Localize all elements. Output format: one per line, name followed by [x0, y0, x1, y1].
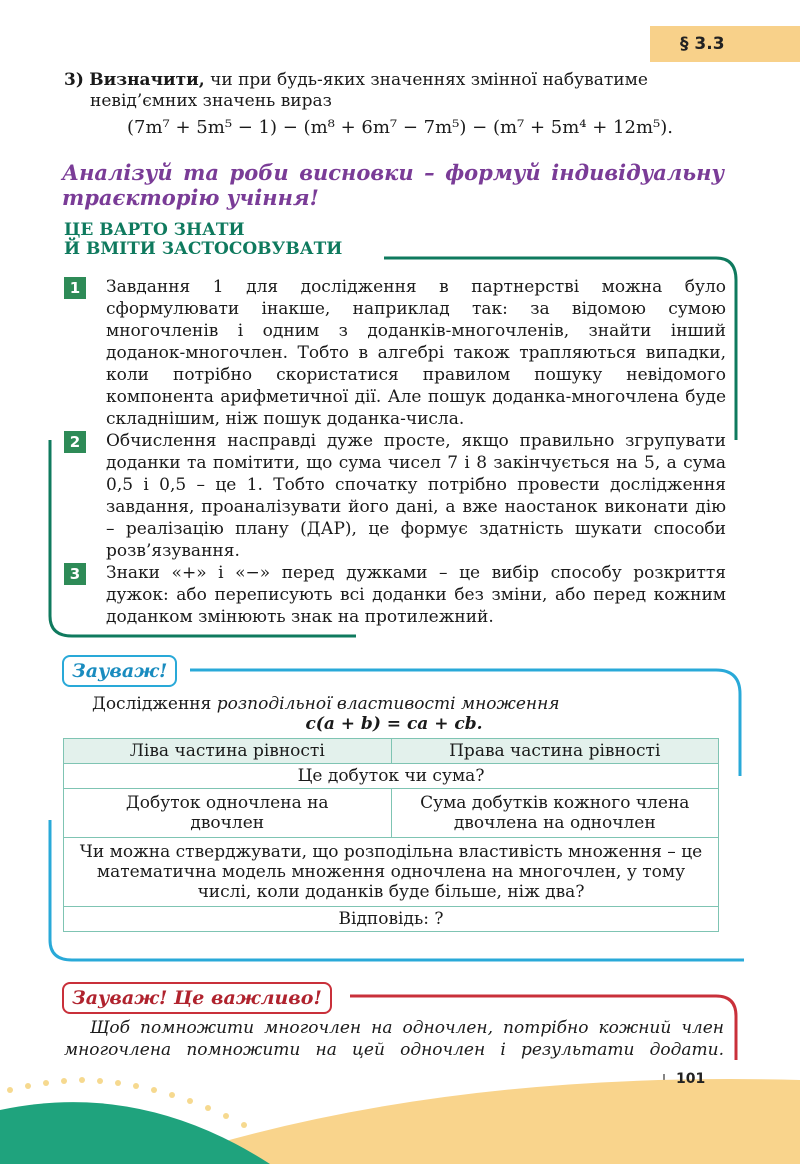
important-rule — [64, 1017, 724, 1061]
table-head-row — [64, 739, 719, 764]
important-label: Зауваж! Це важливо! — [62, 982, 332, 1014]
analyze-heading: Аналізуй та роби висновки – формуй індивідуальну траєкторію учіння! — [62, 160, 724, 210]
know-item-badge: 1 — [64, 277, 86, 299]
know-item-badge: 3 — [64, 563, 86, 585]
task-3 — [64, 70, 724, 112]
know-title-line2: Й ВМІТИ ЗАСТОСОВУВАТИ — [64, 239, 343, 259]
note-intro — [64, 694, 724, 734]
table-left-answer: Добуток одночлена на двочлен — [64, 789, 392, 838]
table-right-answer: Сума добутків кожного члена двочлена на одночлен — [391, 789, 719, 838]
know-item-badge: 2 — [64, 431, 86, 453]
task-3-number: 3) — [64, 70, 84, 90]
table-col-left: Ліва частина рівності — [64, 739, 392, 764]
page-number: 101 — [676, 1071, 706, 1087]
know-title-line1: ЦЕ ВАРТО ЗНАТИ — [64, 220, 245, 240]
table-row — [64, 838, 719, 907]
table-question: Чи можна стверджувати, що розподільна властивість множення – це математична модель множення одночлена на многочлен, у тому числі, коли доданків буде більше, ніж два? — [64, 838, 719, 907]
table-row — [64, 764, 719, 789]
know-item-text: Знаки «+» і «−» перед дужками – це вибір способу розкриття дужок: або переписують всі доданки без зміни, або перед кожним доданком змінюють знак на протилежний. — [106, 563, 726, 627]
task-3-formula: (7m⁷ + 5m⁵ − 1) − (m⁸ + 6m⁷ − 7m⁵) − (m⁷ + 5m⁴ + 12m⁵). — [127, 117, 673, 138]
table-row-question: Це добуток чи сума? — [64, 764, 719, 789]
note-intro-plain: Дослідження — [92, 694, 217, 714]
footer-green-shape — [0, 1102, 270, 1164]
know-item-1 — [64, 276, 726, 430]
note-label: Зауваж! — [62, 655, 177, 687]
task-3-text-line1: чи при будь-яких значеннях змінної набуватиме — [204, 70, 648, 90]
know-item-3 — [64, 562, 726, 628]
table-col-right: Права частина рівності — [391, 739, 719, 764]
know-item-2 — [64, 430, 726, 562]
table-row — [64, 907, 719, 932]
note-formula: c(a + b) = ca + cb. — [305, 714, 483, 734]
note-intro-line — [64, 694, 724, 714]
know-item-text: Обчислення насправді дуже просте, якщо правильно згрупувати доданки та помітити, що сума чисел 7 і 8 закінчується на 5, а сума 0,5 і 0,5 – це 1. Тобто спочатку потрібно провести дослідження завдання, проаналізувати його дані, а вже наостанок виконати дію – реалізацію плану (ДАР), це формує здатність шукати способи розв’язування. — [106, 431, 726, 561]
distributive-table — [63, 738, 719, 932]
note-intro-italic: розподільної властивості множення — [216, 694, 560, 714]
table-row — [64, 789, 719, 838]
know-title — [64, 221, 404, 259]
task-3-lead: Визначити, — [89, 70, 205, 90]
important-rule-text: Щоб помножити многочлен на одночлен, потрібно кожний член многочлена помножити на цей одночлен і результати додати. — [64, 1018, 724, 1060]
task-3-text-line2: невід’ємних значень вираз — [90, 91, 332, 111]
table-answer: Відповідь: ? — [64, 907, 719, 932]
section-tab: § 3.3 — [650, 26, 800, 62]
know-item-text: Завдання 1 для дослідження в партнерстві можна було сформулювати інакше, наприклад так: за відомою сумою многочленів і одним з доданків-многочленів, знайти інший доданок-многочлен. Тобто в алгебрі також трапляються випадки, коли потрібно скористатися правилом пошуку невідомого компонента арифметичної дії. Але пошук доданка-многочлена буде складнішим, ніж пошук доданка-числа. — [106, 277, 726, 429]
